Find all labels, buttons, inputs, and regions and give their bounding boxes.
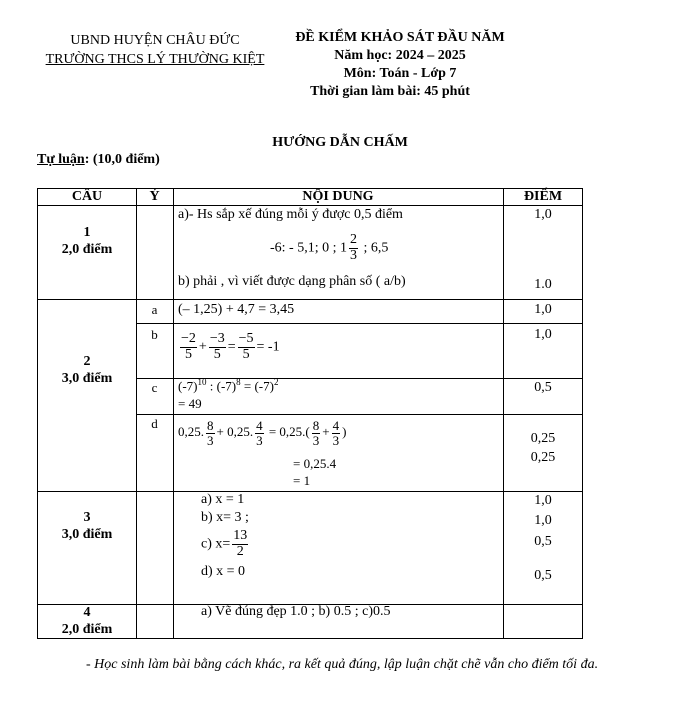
q2-number: 2 [83, 354, 91, 369]
q2d-frac1 [206, 419, 215, 447]
row-divider [136, 414, 582, 415]
q1a-frac-num: 2 [350, 232, 357, 247]
q2c-exp3: 2 [273, 377, 279, 387]
q2d-line2: = 0,25.4 [293, 456, 337, 471]
section-label [37, 152, 160, 168]
q2d-frac3-num: 8 [312, 418, 320, 433]
q2d-frac3-den: 3 [312, 432, 320, 448]
q2b-plus: + [198, 339, 207, 355]
q2d-score1: 0,25 [530, 431, 556, 446]
row-divider [136, 323, 582, 324]
q2d-frac3 [312, 419, 321, 447]
q2c-score: 0,5 [534, 380, 552, 395]
q4-content: a) Vẽ đúng đẹp 1.0 ; b) 0.5 ; c)0.5 [201, 604, 391, 619]
q1a-expr-pre: -6: - 5,1; 0 ; 1 [270, 240, 347, 256]
q2c-result: = 49 [178, 396, 202, 411]
q2c-exp1: 10 [197, 377, 207, 387]
duration: Thời gian làm bài: 45 phút [310, 84, 470, 99]
q2d-frac1-den: 3 [207, 432, 214, 448]
q2b-score: 1,0 [534, 327, 552, 342]
q3-points: 3,0 điểm [61, 527, 113, 542]
q2b-result: = -1 [256, 339, 280, 355]
q1a-text: a)- Hs sắp xế đúng mỗi ý được 0,5 điểm [178, 207, 403, 222]
q2-points: 3,0 điểm [61, 371, 113, 386]
q2a-label: a [151, 302, 158, 317]
q3c-pre: c) x= [201, 536, 231, 552]
doc-title: HƯỚNG DẪN CHẤM [272, 135, 408, 150]
q2d-p4: + [322, 424, 330, 440]
q3a: a) x = 1 [201, 492, 245, 507]
header-cau: CÂU [71, 189, 103, 204]
school-year: Năm học: 2024 – 2025 [334, 48, 466, 63]
grading-table [37, 188, 583, 639]
q2d-frac4-num: 4 [332, 418, 340, 433]
section-label-suffix: : (10,0 điểm) [84, 152, 160, 167]
section-label-text: Tự luận [37, 152, 85, 167]
q2b-frac2-den: 5 [213, 346, 221, 362]
row-divider [38, 299, 582, 300]
q1a-expr-post: ; 6,5 [363, 240, 389, 256]
q2c-op: : (-7) [206, 378, 237, 394]
q2b-frac1-num: −2 [181, 331, 196, 346]
q3-score-b: 1,0 [534, 513, 552, 528]
footer-note: - Học sinh làm bài bằng cách khác, ra kết quả đúng, lập luận chặt chẽ vẫn cho điểm tối đa. [86, 657, 599, 672]
q2b-frac1-den: 5 [184, 346, 192, 362]
q1-points: 2,0 điểm [61, 242, 113, 257]
q2b-frac2 [209, 332, 226, 362]
q1a-expression [270, 233, 388, 263]
row-divider [38, 205, 582, 206]
header-diem: ĐIỂM [523, 189, 563, 204]
q2d-frac4-den: 3 [332, 432, 340, 448]
q2b-frac1 [180, 332, 197, 362]
q3c-frac-den: 2 [236, 543, 244, 559]
exam-title: ĐỀ KIỂM KHẢO SÁT ĐẦU NĂM [295, 30, 505, 45]
q2a-expression: (– 1,25) + 4,7 = 3,45 [178, 302, 295, 317]
q1a-fraction [349, 233, 358, 263]
q3c-frac-num: 13 [233, 528, 248, 543]
q2d-frac4 [332, 419, 341, 447]
q3b: b) x= 3 ; [201, 510, 249, 525]
school-name: TRƯỜNG THCS LÝ THƯỜNG KIỆT [45, 52, 265, 67]
q3-score-a: 1,0 [534, 493, 552, 508]
q2b-expression [178, 332, 280, 362]
header-y: Ý [149, 189, 160, 204]
subject: Môn: Toán - Lớp 7 [343, 66, 457, 81]
q2c-exp2: 8 [236, 377, 241, 387]
q2d-frac2 [255, 419, 264, 447]
q2c-label: c [151, 380, 158, 395]
q3-score-d: 0,5 [534, 568, 552, 583]
q3-number: 3 [83, 510, 91, 525]
q2d-p1: 0,25. [178, 424, 204, 440]
q4-number: 4 [83, 605, 91, 620]
q2d-p5: ) [342, 424, 347, 440]
q2b-frac3 [238, 332, 255, 362]
q1-number: 1 [83, 225, 91, 240]
q1b-score: 1.0 [534, 277, 552, 292]
q1b-text: b) phải , vì viết được dạng phân số ( a/b) [178, 274, 406, 289]
q2d-frac2-den: 3 [256, 432, 263, 448]
agency-name: UBND HUYỆN CHÂU ĐỨC [70, 33, 240, 48]
q2d-score2: 0,25 [530, 450, 556, 465]
q4-points: 2,0 điểm [61, 622, 113, 637]
q2c-expression [178, 377, 278, 394]
q2d-frac1-num: 8 [207, 418, 214, 433]
q3c-fraction [232, 529, 248, 559]
q3d: d) x = 0 [201, 564, 246, 579]
q2d-p2: + 0,25. [216, 424, 254, 440]
q2b-eq: = [227, 339, 236, 355]
q1a-score: 1,0 [534, 207, 552, 222]
q2b-frac2-num: −3 [209, 331, 225, 346]
q3-score-c: 0,5 [534, 534, 552, 549]
header-noi-dung: NỘI DUNG [302, 189, 374, 204]
q2c-base: (-7) [178, 378, 198, 394]
q2d-expression [178, 419, 346, 447]
q1a-frac-den: 3 [350, 247, 357, 263]
q2d-line3: = 1 [293, 473, 311, 488]
q2a-score: 1,0 [534, 302, 552, 317]
q2c-eq: = (-7) [240, 378, 274, 394]
q3c [201, 529, 250, 559]
q2b-label: b [151, 327, 158, 342]
q2d-label: d [151, 416, 158, 431]
q2b-frac3-den: 5 [242, 346, 250, 362]
q2b-frac3-num: −5 [238, 331, 254, 346]
row-divider [38, 491, 582, 492]
q2d-frac2-num: 4 [256, 418, 263, 433]
q2d-p3: = 0,25.( [268, 424, 310, 440]
